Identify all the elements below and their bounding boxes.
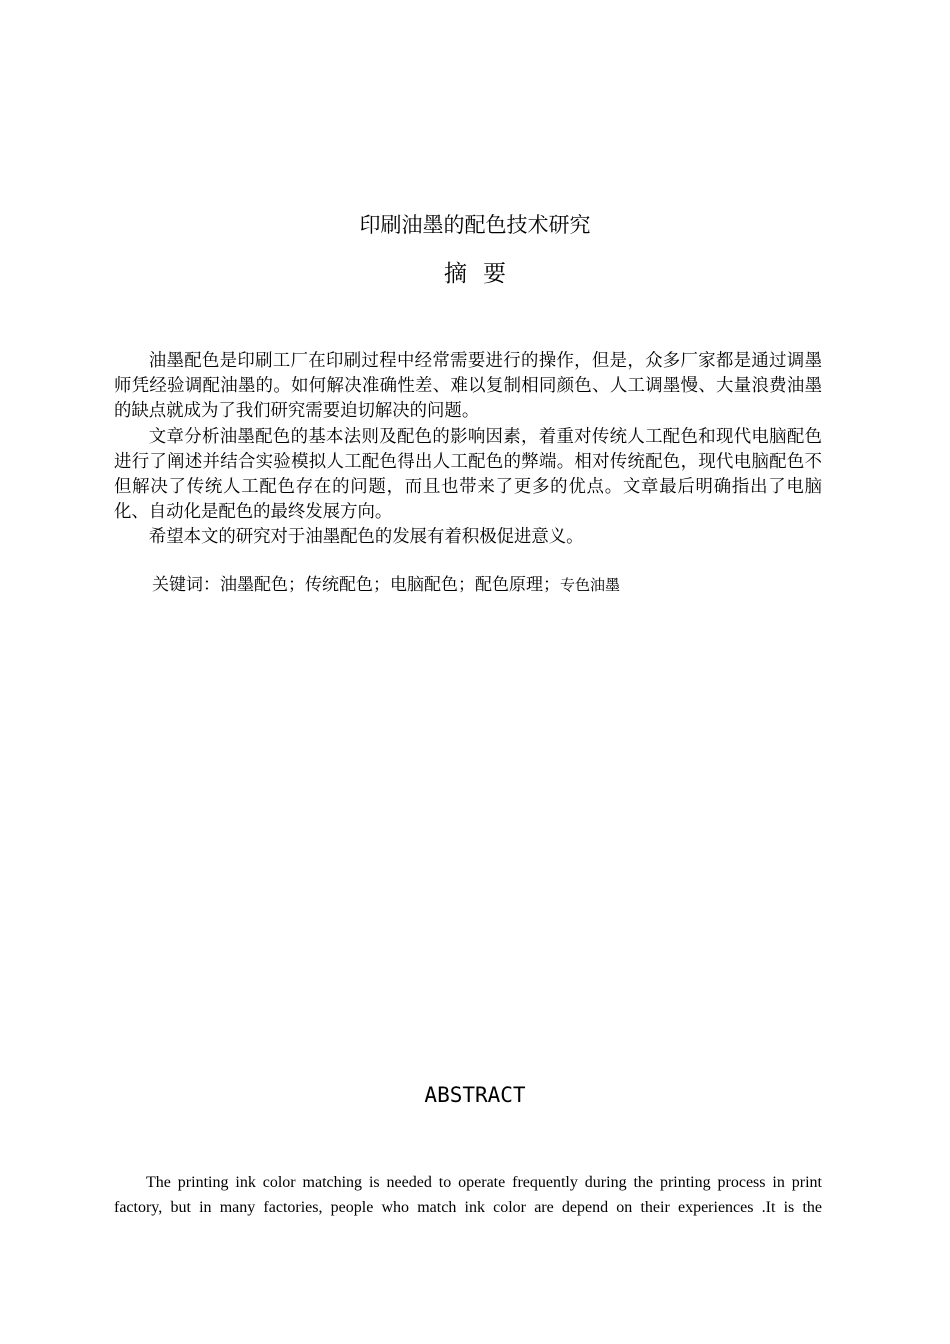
abstract-paragraph-2: 文章分析油墨配色的基本法则及配色的影响因素，着重对传统人工配色和现代电脑配色进行了阐述并结合实验模拟人工配色得出人工配色的弊端。相对传统配色，现代电脑配色不但解决了传统人工配色存在的问题，而且也带来了更多的优点。文章最后明确指出了电脑化、自动化是配色的最终发展方向。 [114, 426, 822, 523]
abstract-heading: 摘要 [444, 261, 522, 287]
english-abstract-heading: ABSTRACT [424, 1083, 526, 1107]
page-title: 印刷油墨的配色技术研究 [359, 213, 591, 237]
keywords-terms: 油墨配色；传统配色；电脑配色；配色原理； [220, 575, 560, 595]
keywords-last-term: 专色油墨 [560, 576, 621, 594]
english-abstract-body [114, 1170, 822, 1220]
keywords-line [152, 573, 832, 598]
keywords-label: 关键词： [152, 575, 220, 595]
chinese-abstract-body [114, 349, 822, 551]
abstract-paragraph-3: 希望本文的研究对于油墨配色的发展有着积极促进意义。 [148, 527, 584, 548]
abstract-paragraph-1: 油墨配色是印刷工厂在印刷过程中经常需要进行的操作，但是，众多厂家都是通过调墨师凭经验调配油墨的。如何解决准确性差、难以复制相同颜色、人工调墨慢、大量浪费油墨的缺点就成为了我们研究需要迫切解决的问题。 [114, 351, 822, 422]
english-abstract-paragraph: The printing ink color matching is needed to operate frequently during the printing process in print factory, but in many factories, people who match ink color are depend on their experiences .It is the [114, 1174, 822, 1216]
